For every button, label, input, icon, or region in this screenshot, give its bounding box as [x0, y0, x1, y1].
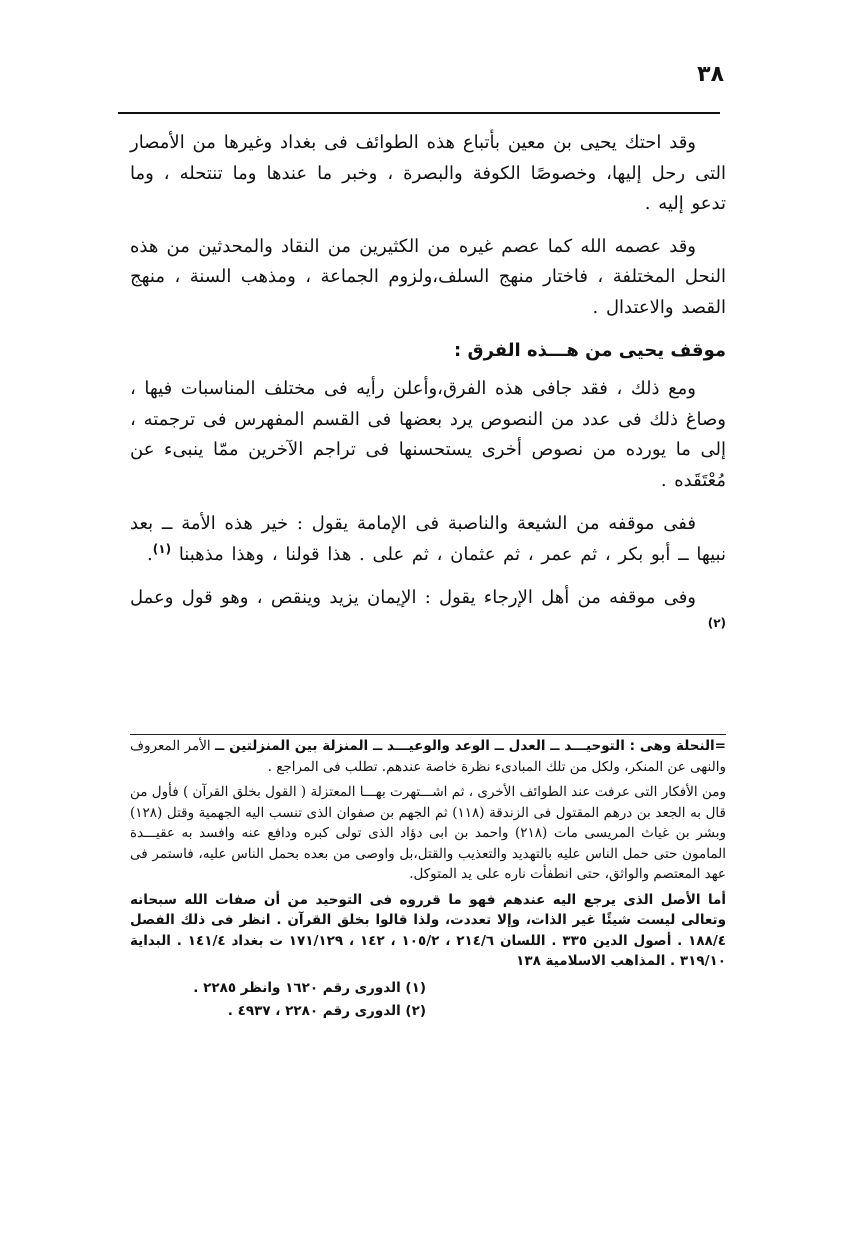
paragraph-1: وقد احتك يحيى بن معين بأتباع هذه الطوائف فى بغداد وغيرها من الأمصار التى رحل إليها، وخصوصًا الكوفة والبصرة ، وخبر ما عندها وما تنتحله ، وما تدعو إليه . — [130, 132, 726, 215]
paragraph-5-text: وفى موقفه من أهل الإرجاء يقول : الإيمان يزيد وينقص ، وهو قول وعمل — [130, 586, 696, 608]
footnote-ref-1: (١) الدورى رقم ١٦٢٠ وانظر ٢٢٨٥ . — [193, 979, 426, 996]
paragraph-5 — [130, 583, 726, 645]
footnote-block-3: أما الأصل الذى يرجع اليه عندهم فهو ما قرروه فى التوحيد من أن صفات الله سبحانه وتعالى ليست شيئًا غير الذات، وإلا تعددت، ولذا قالوا بخلق القرآن . انظر فى ذلك الفصل ١٨٨/٤ . أصول الدين ٣٣٥ . اللسان ٢١٤/٦ ، ١٠٥/٢ ، ١٤٢ ، ١٧١/١٢٩ ت بغداد ١٤١/٤ . البداية ٣١٩/١٠ . المذاهب الاسلامية ١٣٨ — [130, 891, 727, 970]
footnote-marker-2: (٢) — [707, 616, 726, 631]
footnote-rule — [130, 734, 726, 735]
paragraph-4: ففى موقفه من الشيعة والناصبة فى الإمامة يقول : خير هذه الأمة ــ بعد نبيها ــ أبو بكر ، ثم عمر ، ثم عثمان ، ثم على . هذا قولنا ، وهذا مذهبنا $^{(١)}$. — [130, 512, 726, 566]
page-number: ٣٨ — [697, 62, 724, 87]
footnote-marker-1: (١) — [152, 542, 172, 557]
footnote-continuation — [130, 736, 726, 777]
paragraph-3: ومع ذلك ، فقد جافى هذه الفرق،وأعلن رأيه فى مختلف المناسبات فيها ، وصاغ ذلك فى عدد من النصوص يرد بعضها فى القسم المفهرس فى ترجمته ، إلى ما يورده من نصوص أخرى يستحسنها فى تراجم الآخرين ممّا ينبىء عن مُعْتَقَده . — [130, 378, 726, 491]
footnote-references — [130, 977, 726, 1024]
footnote-block-2: ومن الأفكار التى عرفت عند الطوائف الأخرى ، ثم اشـــتهرت بهـــا المعتزلة ( القول بخلق القرآن ) فأول من قال به الجعد بن درهم المقتول فى الزندقة (١١٨) ثم الجهم بن صفوان الذى تنسب اليه الجهمية وقتل (١٢٨) وبشر بن غياث المريسى مات (٢١٨) واحمد بن ابى دؤاد الذى تولى كبره ودافع عنه وافسد به عقيـــدة المامون حتى حمل الناس عليه بالتهديد والتعذيب والقتل،بل واوصى من بعده بحمل الناس عليه، فاستمر فى عهد المعتصم والواثق، حتى انطفأت ناره على يد المتوكل. — [130, 784, 727, 883]
main-text — [130, 128, 726, 657]
footnote-ref-2: (٢) الدورى رقم ٢٢٨٠ ، ٤٩٣٧ . — [227, 1003, 426, 1020]
footnote-continuation-rest: الأمر المعروف والنهى عن المنكر، ولكل من تلك المبادىء نظرة خاصة عندهم. تطلب فى المراجع . — [130, 738, 726, 775]
paragraph-4-text: ففى موقفه من الشيعة والناصبة فى الإمامة يقول : خير هذه الأمة ــ بعد نبيها ــ أبو بكر ، ثم عمر ، ثم عثمان ، ثم على . هذا قولنا ، وهذا مذهبنا — [130, 512, 726, 566]
footnotes — [130, 736, 726, 1024]
paragraph-2: وقد عصمه الله كما عصم غيره من الكثيرين من النقاد والمحدثين من هذه النحل المختلفة ، فاختار منهج السلف،ولزوم الجماعة ، ومذهب السنة ، منهج القصد والاعتدال . — [130, 235, 726, 318]
section-heading: موقف يحيى من هـــذه الفرق : — [454, 339, 726, 361]
footnote-continuation-lead: =النحلة وهى : التوحيـــد ــ العدل ــ الوعد والوعيـــد ــ المنزلة بين المنزلتين ــ — [215, 738, 726, 754]
header-rule — [118, 112, 720, 114]
